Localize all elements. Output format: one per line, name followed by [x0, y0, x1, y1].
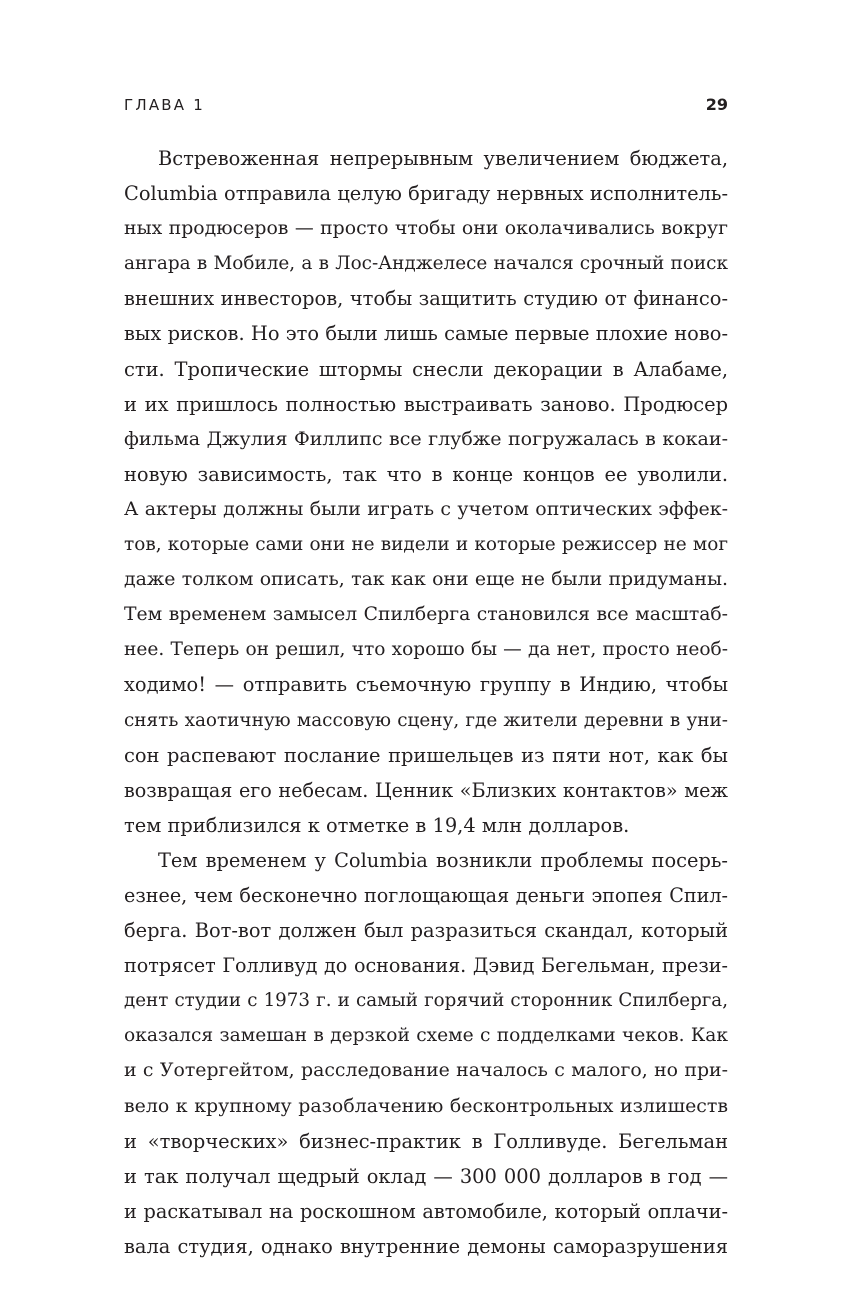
- text-line: сти. Тропические штормы снесли декорации в Алабаме,: [124, 357, 728, 381]
- text-line: снять хаотичную массовую сцену, где жители деревни в уни-: [124, 709, 728, 731]
- text-line: внешних инвесторов, чтобы защитить студию от финансо-: [124, 287, 728, 311]
- text-line: вых рисков. Но это были лишь самые первые плохие ново-: [124, 322, 728, 346]
- text-line: Columbia отправила целую бригаду нервных исполнитель-: [124, 182, 728, 206]
- text-line: новую зависимость, так что в конце концов ее уволили.: [124, 462, 728, 486]
- body-text: [124, 141, 728, 1264]
- text-line: ангара в Мобиле, а в Лос-Анджелесе начался срочный поиск: [124, 253, 728, 275]
- text-line: сон распевают послание пришельцев из пяти нот, как бы: [124, 743, 728, 767]
- text-line: езнее, чем бесконечно поглощающая деньги эпопея Спил-: [124, 883, 728, 907]
- paragraph-1: [124, 141, 728, 843]
- text-line: и «творческих» бизнес-практик в Голливуде. Бегельман: [124, 1129, 728, 1153]
- paragraph-2: [124, 843, 728, 1264]
- text-line: Тем временем замысел Спилберга становился все масштаб-: [124, 604, 728, 626]
- text-line: и так получал щедрый оклад — 300 000 долларов в год —: [124, 1164, 728, 1188]
- text-line: тем приблизился к отметке в 19,4 млн долларов.: [124, 813, 630, 837]
- text-line: даже толком описать, так как они еще не были придуманы.: [124, 568, 728, 591]
- text-line: ходимо! — отправить съемочную группу в Индию, чтобы: [124, 673, 728, 697]
- text-line: берга. Вот-вот должен был разразиться скандал, который: [124, 919, 728, 943]
- text-line: Встревоженная непрерывным увеличением бюджета,: [158, 147, 728, 170]
- text-line: фильма Джулия Филлипс все глубже погружалась в кокаи-: [124, 427, 728, 450]
- text-line: оказался замешан в дерзкой схеме с подделками чеков. Как: [124, 1025, 728, 1047]
- text-line: возвращая его небесам. Ценник «Близких контактов» меж: [124, 778, 728, 802]
- text-line: и их пришлось полностью выстраивать заново. Продюсер: [124, 392, 728, 416]
- text-line: А актеры должны были играть с учетом оптических эффек-: [124, 497, 728, 520]
- text-line: тов, которые сами они не видели и которые режиссер не мог: [124, 534, 728, 556]
- text-line: дент студии с 1973 г. и самый горячий сторонник Спилберга,: [124, 990, 728, 1012]
- text-line: нее. Теперь он решил, что хорошо бы — да нет, просто необ-: [124, 639, 728, 661]
- running-header: [124, 96, 728, 120]
- text-line: и раскатывал на роскошном автомобиле, который оплачи-: [124, 1199, 728, 1223]
- chapter-label: ГЛАВА 1: [124, 96, 205, 114]
- text-line: вала студия, однако внутренние демоны саморазрушения: [124, 1234, 728, 1258]
- text-line: Тем временем у Columbia возникли проблемы посерь-: [158, 848, 728, 872]
- text-line: потрясет Голливуд до основания. Дэвид Бегельман, прези-: [124, 954, 728, 978]
- text-line: и с Уотергейтом, расследование началось с малого, но при-: [124, 1059, 728, 1082]
- text-line: ных продюсеров — просто чтобы они околачивались вокруг: [124, 217, 728, 240]
- page-number: 29: [705, 95, 728, 114]
- text-line: вело к крупному разоблачению бесконтрольных излишеств: [124, 1094, 728, 1117]
